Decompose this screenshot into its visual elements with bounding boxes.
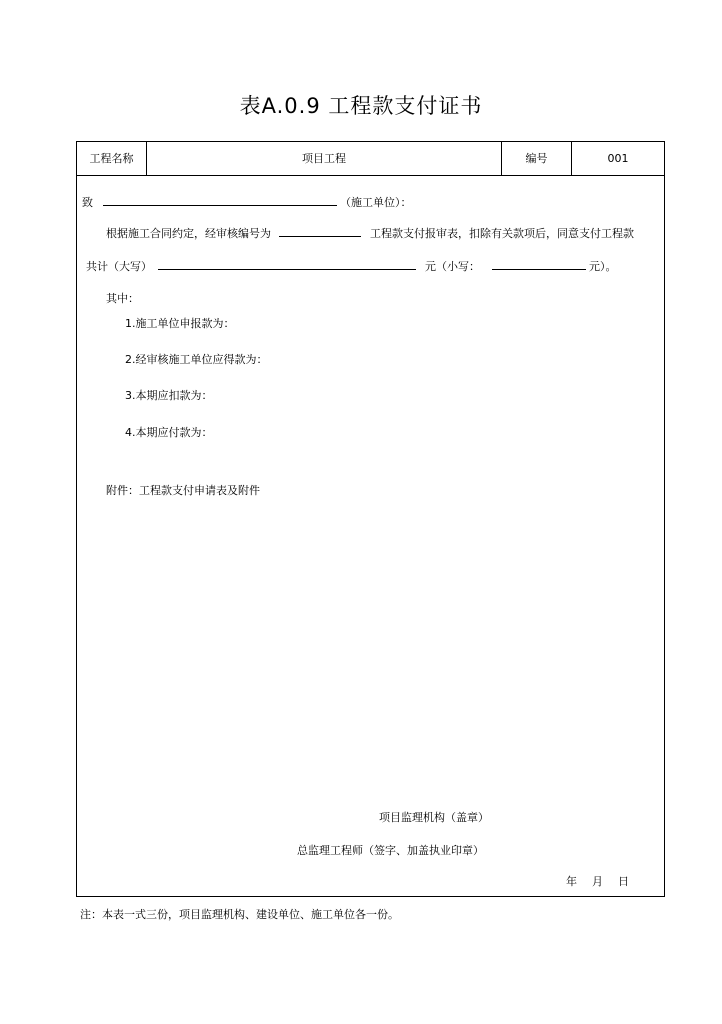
total-uppercase-label: 共计（大写） <box>86 260 152 273</box>
number-label: 编号 <box>502 142 572 175</box>
to-prefix: 致 <box>82 196 93 209</box>
project-name-value: 项目工程 <box>147 142 502 175</box>
supervision-org-seal: 项目监理机构（盖章） <box>379 811 489 824</box>
to-suffix: （施工单位）： <box>340 196 412 209</box>
attachment-line: 附件：工程款支付申请表及附件 <box>106 484 260 497</box>
item-approved-amount: 2.经审核施工单位应得款为： <box>125 353 268 366</box>
contractor-name-blank[interactable] <box>103 194 337 206</box>
item-deduction-amount: 3.本期应扣款为： <box>125 389 213 402</box>
total-lowercase-label: 元（小写： <box>425 260 480 273</box>
chief-engineer-signature: 总监理工程师（签字、加盖执业印章） <box>297 844 484 857</box>
form-header-row <box>77 142 664 176</box>
item-declared-amount: 1.施工单位申报款为： <box>125 317 235 330</box>
amount-uppercase-blank[interactable] <box>158 258 416 270</box>
approval-line-2 <box>86 258 617 274</box>
review-number-blank[interactable] <box>279 225 361 237</box>
approval-text-a: 根据施工合同约定，经审核编号为 <box>106 227 271 240</box>
amount-lowercase-blank[interactable] <box>492 258 586 270</box>
number-value: 001 <box>607 152 629 165</box>
approval-line-1 <box>106 225 634 241</box>
total-suffix: 元）。 <box>589 260 617 273</box>
page-title: 表A.0.9 工程款支付证书 <box>239 94 483 118</box>
item-payable-amount: 4.本期应付款为： <box>125 426 213 439</box>
approval-text-b: 工程款支付报审表，扣除有关款项后，同意支付工程款 <box>370 227 634 240</box>
project-name-label: 工程名称 <box>77 142 147 175</box>
among-label: 其中： <box>106 292 139 305</box>
payment-certificate-form <box>76 141 665 897</box>
signature-date: 年 月 日 <box>566 875 631 888</box>
footnote: 注：本表一式三份，项目监理机构、建设单位、施工单位各一份。 <box>80 908 399 921</box>
addressee-line <box>82 194 412 210</box>
